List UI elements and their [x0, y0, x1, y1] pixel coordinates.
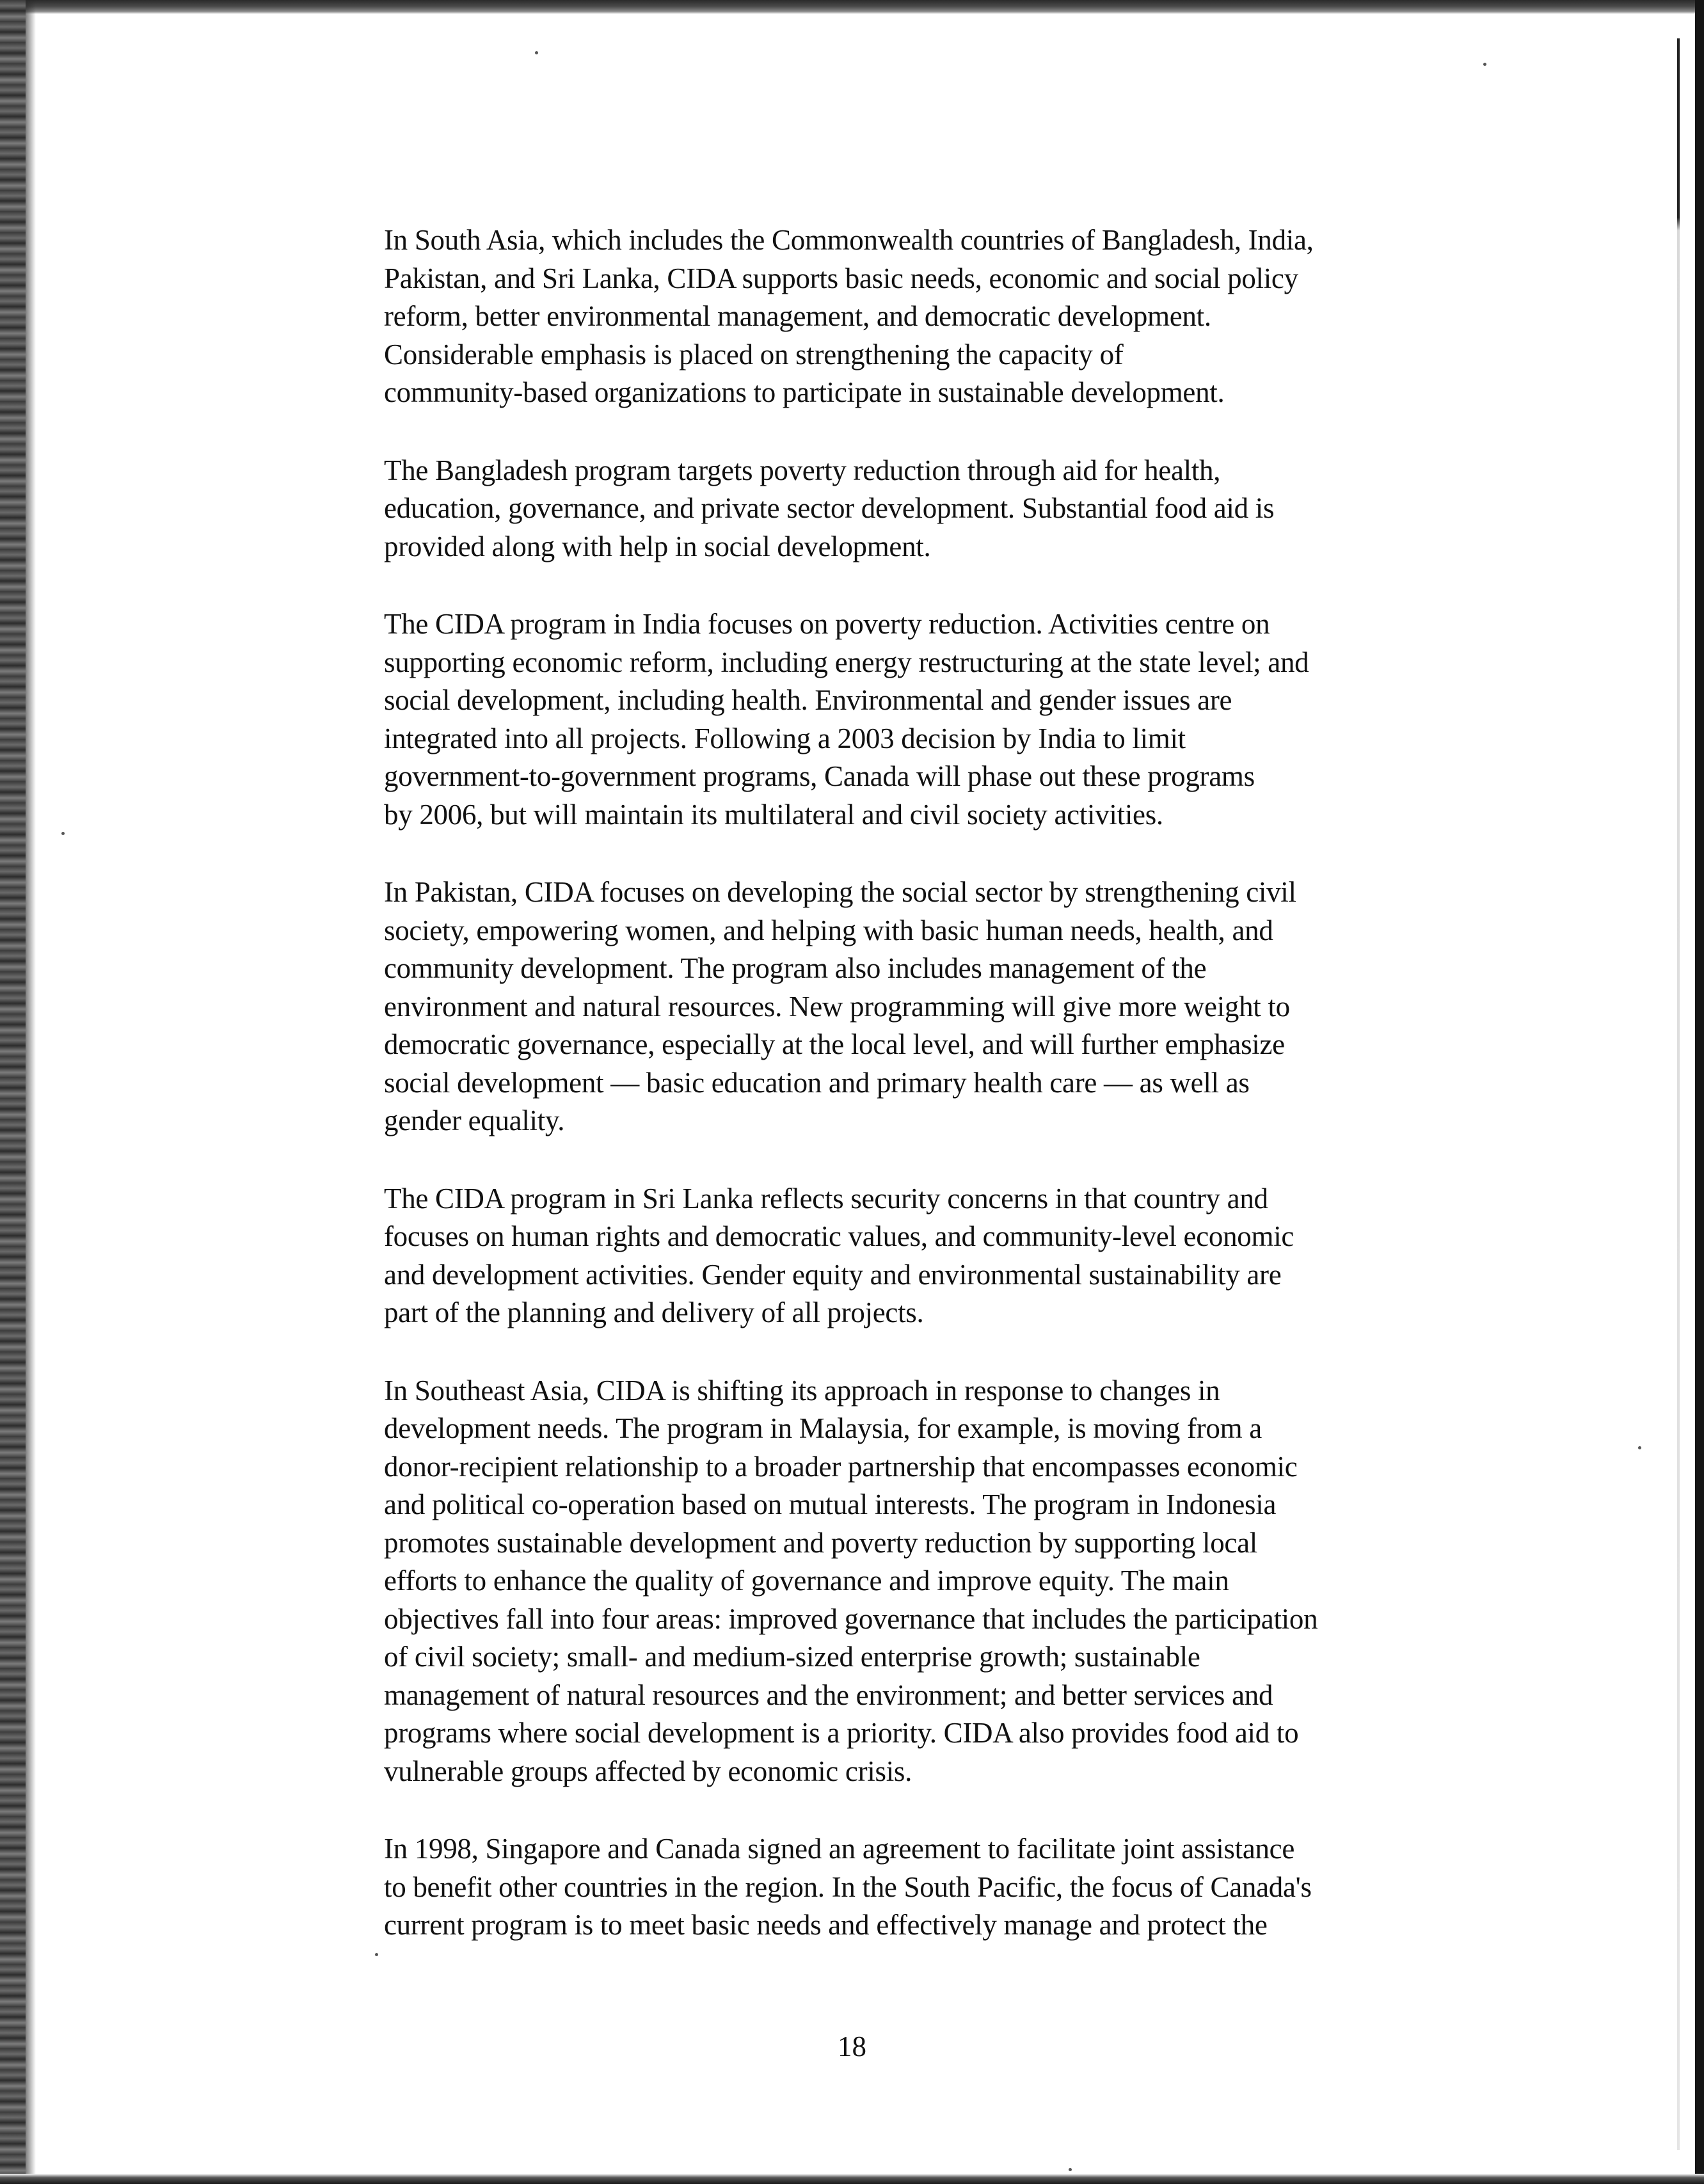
scan-speck — [1638, 1446, 1641, 1449]
scan-line-right — [1677, 38, 1680, 2150]
paragraph-bangladesh: The Bangladesh program targets poverty reduction through aid for health, education, governance, and private sector development. Substantial food aid is provided along with help in social development. — [384, 454, 1275, 562]
scan-speck — [375, 1953, 378, 1956]
scan-speck — [535, 51, 538, 54]
paragraph-singapore: In 1998, Singapore and Canada signed an agreement to facilitate joint assistance to benefit other countries in the region. In the South Pacific, the focus of Canada's current program is to meet basic needs and effectively manage and protect the — [384, 1833, 1312, 1941]
paragraph-south-asia: In South Asia, which includes the Commonwealth countries of Bangladesh, India, Pakistan, and Sri Lanka, CIDA supports basic needs, economic and social policy reform, better environmental management, and democratic development. Considerable emphasis is placed on strengthening the capacity of community-based organizations to participate in sustainable development. — [384, 224, 1314, 408]
scan-edge-right — [1695, 0, 1704, 2184]
scan-speck — [1069, 2168, 1072, 2171]
document-body — [384, 221, 1485, 1984]
page-number: 18 — [838, 2030, 866, 2062]
paragraph-sri-lanka: The CIDA program in Sri Lanka reflects security concerns in that country and focuses on human rights and democratic values, and community-level economic and development activities. Gender equity and environmental sustainability are part of the planning and delivery of all projects. — [384, 1182, 1294, 1328]
scan-speck — [1483, 63, 1486, 66]
scan-edge-top — [0, 0, 1704, 14]
scan-edge-left — [0, 0, 26, 2184]
paragraph-southeast-asia: In Southeast Asia, CIDA is shifting its approach in response to changes in development needs. The program in Malaysia, for example, is moving from a donor-recipient relationship to a broader partnership that encompasses economic and political co-operation based on mutual interests. The program in Indonesia promotes sustainable development and poverty reduction by supporting local efforts to enhance the quality of governance and improve equity. The main objectives fall into four areas: improved governance that includes the participation of civil society; small- and medium-sized enterprise growth; sustainable management of natural resources and the environment; and better services and programs where social development is a priority. CIDA also provides food aid to vulnerable groups affected by economic crisis. — [384, 1374, 1318, 1787]
paragraph-india: The CIDA program in India focuses on poverty reduction. Activities centre on supporting economic reform, including energy restructuring at the state level; and social development, including health. Environmental and gender issues are integrated into all projects. Following a 2003 decision by India to limit government-to-government programs, Canada will phase out these programs by 2006, but will maintain its multilateral and civil society activities. — [384, 608, 1309, 831]
paragraph-pakistan: In Pakistan, CIDA focuses on developing the social sector by strengthening civil society, empowering women, and helping with basic human needs, health, and community development. The program also includes management of the environment and natural resources. New programming will give more weight to democratic governance, especially at the local level, and will further emphasize social development — basic education and primary health care — as well as gender equality. — [384, 876, 1296, 1136]
scan-edge-bottom — [0, 2174, 1704, 2184]
scan-speck — [61, 832, 65, 835]
